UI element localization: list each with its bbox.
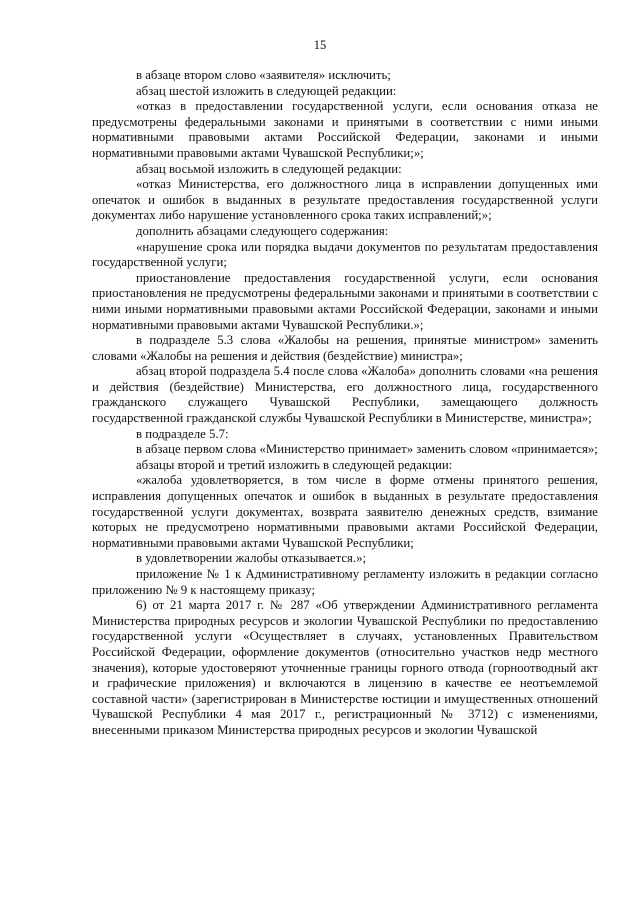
- paragraph: «жалоба удовлетворяется, в том числе в форме отмены принятого решения, исправления допущенных опечаток и ошибок в выданных в результате предоставления государственной услуги документах, возврата заявителю денежных средств, взимание которых не предусмотрено нормативными правовыми актами Российской Федерации, нормативными правовыми актами Чувашской Республики;: [92, 473, 598, 550]
- paragraph: приложение № 1 к Административному регламенту изложить в редакции согласно приложению № 9 к настоящему приказу;: [92, 567, 598, 597]
- paragraph: «отказ в предоставлении государственной услуги, если основания отказа не предусмотрены федеральными законами и принятыми в соответствии с ними иными нормативными правовыми актами Российской Федерации, законами и иными нормативными правовыми актами Чувашской Республики;»;: [92, 99, 598, 160]
- paragraph: в абзаце втором слово «заявителя» исключить;: [136, 68, 391, 82]
- paragraph: абзацы второй и третий изложить в следующей редакции:: [136, 457, 453, 472]
- page-number: 15: [313, 38, 327, 52]
- paragraph: в абзаце первом слова «Министерство принимает» заменить словом «принимается»;: [136, 442, 598, 457]
- paragraph: в подразделе 5.7:: [136, 426, 229, 441]
- paragraph: 6) от 21 марта 2017 г. № 287 «Об утверждении Административного регламента Министерства природных ресурсов и экологии Чувашской Республики по предоставлению государственной услуги «Осуществляет в случаях, установленных Правительством Российской Федерации, оформление документов (относительно участков недр местного значения), которые удостоверяют уточненные границы горного отвода (горноотводный акт и графические приложения) и включаются в лицензию в качестве ее неотъемлемой составной части» (зарегистрирован в Министерстве юстиции и имущественных отношений Чувашской Республики 4 мая 2017 г., регистрационный № 3712) с изменениями, внесенными приказом Министерства природных ресурсов и экологии Чувашской: [92, 598, 598, 737]
- paragraph: в удовлетворении жалобы отказывается.»;: [136, 551, 367, 566]
- paragraph: абзац восьмой изложить в следующей редакции:: [136, 161, 402, 176]
- paragraph: «нарушение срока или порядка выдачи документов по результатам предоставления государственной услуги;: [92, 239, 598, 270]
- paragraph: абзац второй подраздела 5.4 после слова «Жалоба» дополнить словами «на решения и действия (бездействие) Министерства, его должностного лица, государственного гражданского служащего Чувашской Республики, замещающего должность государственной гражданской службы Чувашской Республики в Министерстве, министра»;: [92, 364, 598, 426]
- document-body: [92, 68, 598, 739]
- paragraph: абзац шестой изложить в следующей редакции:: [136, 83, 397, 98]
- paragraph: в подразделе 5.3 слова «Жалобы на решения, принятые министром» заменить словами «Жалобы на решения и действия (бездействие) министра»;: [92, 333, 598, 363]
- paragraph: «отказ Министерства, его должностного лица в исправлении допущенных ими опечаток и ошибок в выданных в результате предоставления государственной услуги документах либо нарушение установленного срока таких исправлений;»;: [92, 177, 598, 223]
- paragraph: дополнить абзацами следующего содержания:: [136, 223, 389, 238]
- paragraph: приостановление предоставления государственной услуги, если основания приостановления не предусмотрены федеральными законами и принятыми в соответствии с ними иными нормативными правовыми актами Российской Федерации, законами и иными нормативными правовыми актами Чувашской Республики.»;: [92, 270, 598, 332]
